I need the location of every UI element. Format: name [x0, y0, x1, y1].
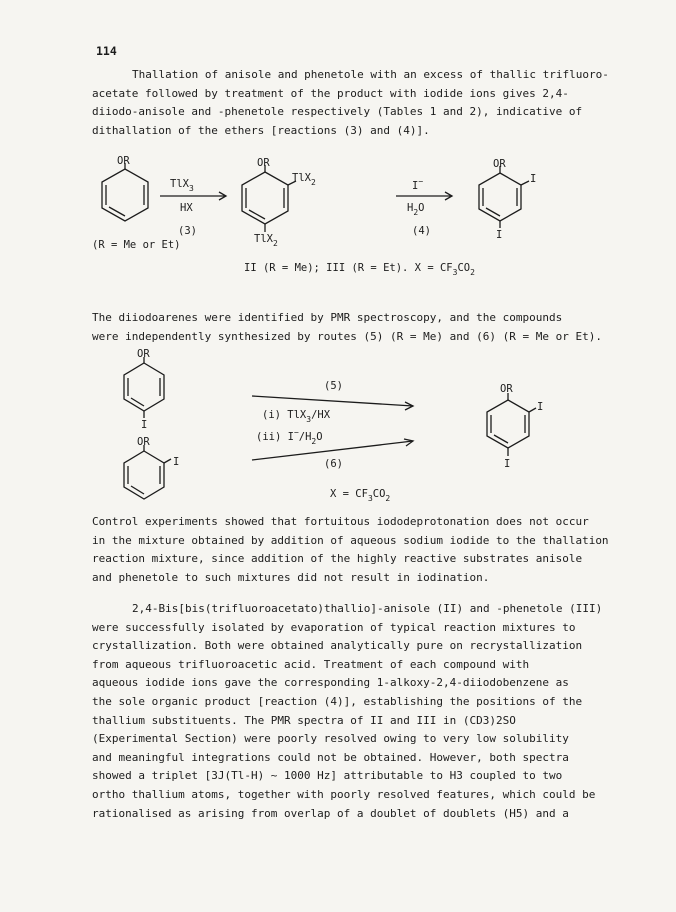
- substituent-i-prod-bottom: I: [504, 458, 511, 470]
- benzene-ring-1: [102, 169, 148, 221]
- substituent-i-bottom: I: [496, 229, 503, 241]
- compound-definitions: II (R = Me); III (R = Et). $X = CF_3CO_2$: [244, 262, 475, 277]
- reaction-label-5: (5): [324, 380, 343, 392]
- text-line: were independently synthesized by routes (5) (R = Me) and (6) (R = Me or Et).: [92, 329, 602, 343]
- text-line: Thallation of anisole and phenetole with an excess of thallic trifluoro-: [132, 68, 609, 81]
- text-line: rationalised as arising from overlap of a doublet of doublets (H5) and a: [92, 806, 569, 820]
- text-line: The diiodoarenes were identified by PMR spectroscopy, and the compounds: [92, 311, 563, 324]
- step-i: (i) TlX$_3$/HX: [262, 409, 331, 424]
- text-line: crystallization. Both were obtained analytically pure on recrystallization: [92, 639, 583, 653]
- reagent-iodide: I−: [412, 177, 424, 192]
- reaction-label-3: (3): [178, 225, 197, 237]
- substituent-or-3: OR: [493, 158, 506, 170]
- r-definition: (R = Me or Et): [92, 239, 181, 251]
- text-line: ortho thallium atoms, together with poorly resolved features, which could be: [92, 787, 596, 801]
- paragraph-3: [92, 513, 612, 587]
- text-line: Control experiments showed that fortuitous iododeprotonation does not occur: [92, 515, 589, 528]
- text-line: in the mixture obtained by addition of aqueous sodium iodide to the thallation: [92, 533, 609, 547]
- x-definition: $X = CF_3CO_2$: [330, 488, 391, 503]
- text-line: the sole organic product [reaction (4)], establishing the positions of the: [92, 694, 583, 708]
- reaction-label-6: (6): [324, 458, 343, 470]
- step-ii: (ii) $I^-/H_2O$: [256, 428, 323, 446]
- text-line: aqueous iodide ions gave the corresponding 1-alkoxy-2,4-diiodobenzene as: [92, 676, 569, 690]
- substituent-i-right: I: [530, 173, 537, 185]
- text-line: and phenetole to such mixtures did not result in iodination.: [92, 570, 490, 584]
- substituent-i-prod-right: I: [537, 401, 544, 413]
- substituent-or-prod: OR: [500, 383, 513, 395]
- text-line: diiodo-anisole and -phenetole respectively (Tables 1 and 2), indicative of: [92, 105, 583, 119]
- reaction-label-4: (4): [412, 225, 431, 237]
- substituent-or-mid: OR: [137, 436, 150, 448]
- substituent-or-1: OR: [117, 155, 130, 167]
- paragraph-4: [92, 600, 652, 619]
- text-line: showed a triplet [3J(Tl-H) ~ 1000 Hz] attributable to H3 coupled to two: [92, 769, 563, 783]
- reagent-hx: HX: [180, 202, 193, 214]
- substituent-or-2: OR: [257, 157, 270, 169]
- benzene-ring-2: [242, 172, 288, 224]
- text-line: from aqueous trifluoroacetic acid. Treatment of each compound with: [92, 657, 530, 671]
- text-line: acetate followed by treatment of the product with iodide ions gives 2,4-: [92, 86, 569, 100]
- paragraph-2: [92, 309, 612, 346]
- reagent-water: $H_2O$: [407, 202, 425, 217]
- benzene-ring-3: [479, 173, 521, 221]
- substituent-i-mid: I: [173, 456, 180, 468]
- text-line: and meaningful integrations could not be obtained. However, both spectra: [92, 750, 569, 764]
- substituent-tlx2-top: TlX$_2$: [292, 172, 316, 187]
- substituent-i-top: I: [141, 419, 148, 431]
- text-line: 2,4-Bis[bis(trifluoroacetato)thallio]-anisole (II) and -phenetole (III): [132, 602, 603, 615]
- paragraph-4-cont: [92, 619, 612, 824]
- text-line: were successfully isolated by evaporation of typical reaction mixtures to: [92, 620, 576, 634]
- text-line: thallium substituents. The PMR spectra of II and III in (CD3)2SO: [92, 713, 516, 727]
- page-number: 114: [96, 44, 117, 58]
- reagent-tlx3: TlX$_3$: [170, 178, 194, 193]
- text-line: reaction mixture, since addition of the highly reactive substrates anisole: [92, 552, 583, 566]
- substituent-tlx2-bottom: TlX$_2$: [254, 233, 278, 248]
- text-line: dithallation of the ethers [reactions (3) and (4)].: [92, 123, 430, 137]
- substituent-or-top: OR: [137, 348, 150, 360]
- text-line: (Experimental Section) were poorly resolved owing to very low solubility: [92, 732, 569, 746]
